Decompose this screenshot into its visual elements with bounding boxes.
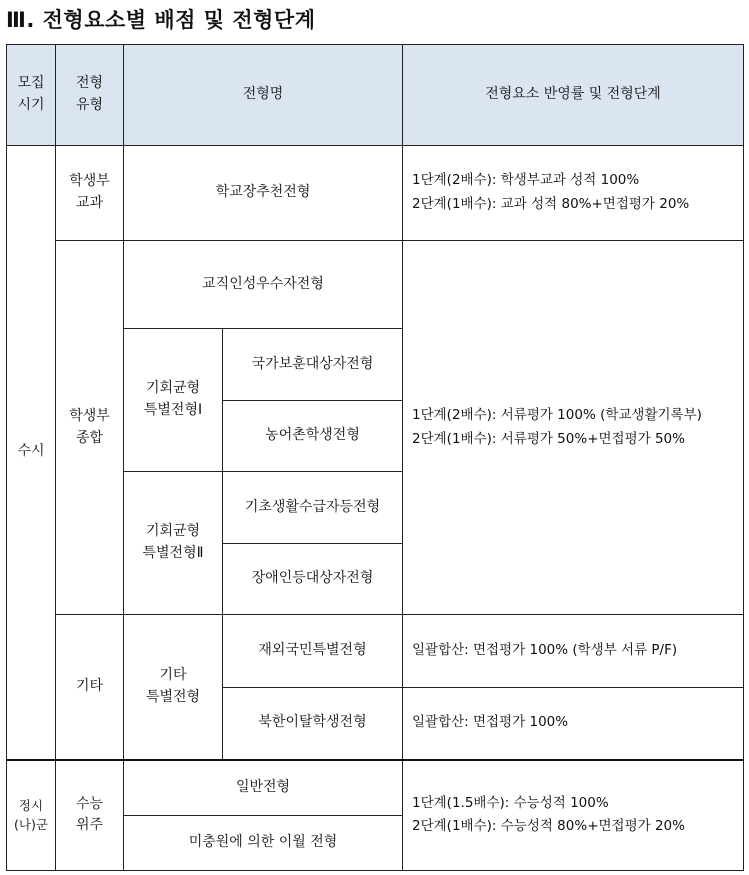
- group-opportunity-1: 기회균형 특별전형Ⅰ: [124, 329, 223, 472]
- period-susi: 수시: [7, 146, 56, 760]
- ratio-jonghap: [403, 241, 744, 615]
- table-row: [7, 146, 744, 241]
- group-etc-special: 기타 특별전형: [124, 615, 223, 760]
- ratio-step-2: 2단계(1배수): 교과 성적 80%+면접평가 20%: [412, 196, 690, 212]
- type-etc: 기타: [56, 615, 124, 760]
- table-row: [7, 615, 744, 688]
- ratio-north-korean-defector: 일괄합산: 면접평가 100%: [403, 688, 744, 760]
- page-title: Ⅲ. 전형요소별 배점 및 전형단계: [6, 8, 316, 32]
- name-veterans: 국가보훈대상자전형: [223, 329, 403, 401]
- ratio-step-1: 1단계(1.5배수): 수능성적 100%: [412, 794, 609, 811]
- name-basic-livelihood: 기초생활수급자등전형: [223, 472, 403, 544]
- header-period: 모집 시기: [7, 45, 56, 146]
- ratio-gyogwa: [403, 146, 744, 241]
- name-carryover: 미충원에 의한 이월 전형: [124, 816, 403, 871]
- type-gyogwa: 학생부 교과: [56, 146, 124, 241]
- ratio-jeongsi: [403, 760, 744, 871]
- name-north-korean-defector: 북한이탈학생전형: [223, 688, 403, 760]
- name-overseas-korean: 재외국민특별전형: [223, 615, 403, 688]
- type-jonghap: 학생부 종합: [56, 241, 124, 615]
- ratio-overseas-korean: 일괄합산: 면접평가 100% (학생부 서류 P/F): [403, 615, 744, 688]
- header-type: 전형 유형: [56, 45, 124, 146]
- ratio-step-2: 2단계(1배수): 서류평가 50%+면접평가 50%: [412, 430, 685, 447]
- ratio-step-1: 1단계(2배수): 학생부교과 성적 100%: [412, 172, 640, 189]
- table-header-row: [7, 45, 744, 146]
- admission-table: [6, 44, 744, 871]
- name-disabled: 장애인등대상자전형: [223, 544, 403, 615]
- name-school-recommendation: 학교장추천전형: [124, 146, 403, 241]
- type-suneung: 수능 위주: [56, 760, 124, 871]
- table-row: [7, 760, 744, 816]
- table-row: [7, 241, 744, 329]
- name-general: 일반전형: [124, 760, 403, 816]
- header-name: 전형명: [124, 45, 403, 146]
- name-teacher-character: 교직인성우수자전형: [124, 241, 403, 329]
- group-opportunity-2: 기회균형 특별전형Ⅱ: [124, 472, 223, 615]
- ratio-step-2: 2단계(1배수): 수능성적 80%+면접평가 20%: [412, 818, 685, 835]
- name-rural-students: 농어촌학생전형: [223, 401, 403, 472]
- ratio-step-1: 1단계(2배수): 서류평가 100% (학교생활기록부): [412, 406, 702, 423]
- period-jeongsi: 정시 (나)군: [7, 760, 56, 871]
- header-ratio: 전형요소 반영률 및 전형단계: [403, 45, 744, 146]
